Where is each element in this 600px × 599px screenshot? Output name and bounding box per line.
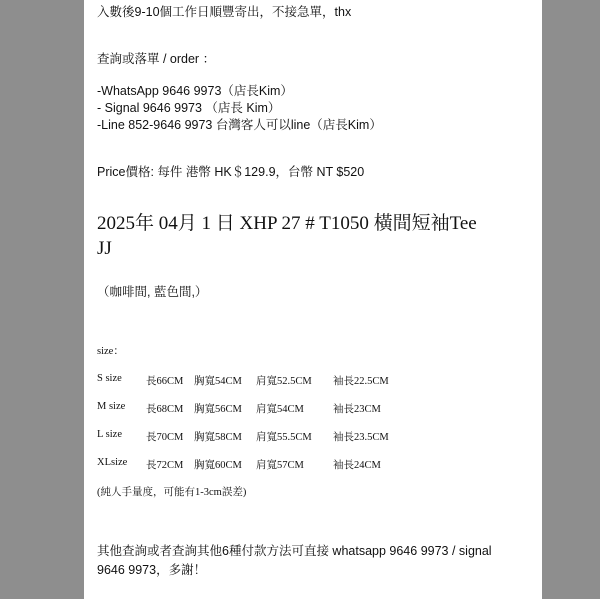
contact-line: -Line 852-9646 9973 台灣客人可以line（店長Kim） [97, 118, 382, 132]
size-length: 長66CM [146, 376, 184, 387]
size-sleeve: 袖長23.5CM [333, 432, 389, 443]
footer-contact-line-cont: 9646 9973，多謝！ [97, 563, 207, 577]
size-chest: 胸寬56CM [194, 404, 242, 415]
size-chest: 胸寬54CM [194, 376, 242, 387]
document-page [84, 0, 542, 599]
size-shoulder: 肩寬55.5CM [256, 432, 312, 443]
contact-whatsapp: -WhatsApp 9646 9973（店長Kim） [97, 84, 293, 98]
measurement-note: (純人手量度，可能有1-3cm誤差) [97, 487, 247, 498]
color-options: （咖啡間, 藍色間,） [97, 285, 208, 299]
size-sleeve: 袖長24CM [333, 460, 381, 471]
size-name: XLsize [97, 457, 128, 468]
size-name: L size [97, 429, 122, 440]
size-length: 長70CM [146, 432, 184, 443]
price-line: Price價格: 每件 港幣 HK＄129.9，台幣 NT $520 [97, 165, 365, 179]
size-name: M size [97, 401, 126, 412]
size-chest: 胸寬58CM [194, 432, 242, 443]
size-shoulder: 肩寬52.5CM [256, 376, 312, 387]
size-sleeve: 袖長22.5CM [333, 376, 389, 387]
contact-heading: 查詢或落單 / order ： [97, 52, 216, 66]
size-label: size： [97, 346, 124, 357]
size-length: 長68CM [146, 404, 184, 415]
size-chest: 胸寬60CM [194, 460, 242, 471]
product-title-cont: JJ [97, 238, 112, 259]
size-shoulder: 肩寬57CM [256, 460, 304, 471]
size-length: 長72CM [146, 460, 184, 471]
footer-contact-line: 其他查詢或者查詢其他6種付款方法可直接 whatsapp 9646 9973 / signal [97, 544, 492, 558]
product-title: 2025年 04月 1 日 XHP 27 # T1050 橫間短袖Tee [97, 213, 477, 234]
shipping-note: 入數後9-10個工作日順豐寄出，不接急單，thx [97, 5, 352, 19]
size-sleeve: 袖長23CM [333, 404, 381, 415]
contact-signal: - Signal 9646 9973 （店長 Kim） [97, 101, 281, 115]
size-name: S size [97, 373, 122, 384]
size-shoulder: 肩寬54CM [256, 404, 304, 415]
